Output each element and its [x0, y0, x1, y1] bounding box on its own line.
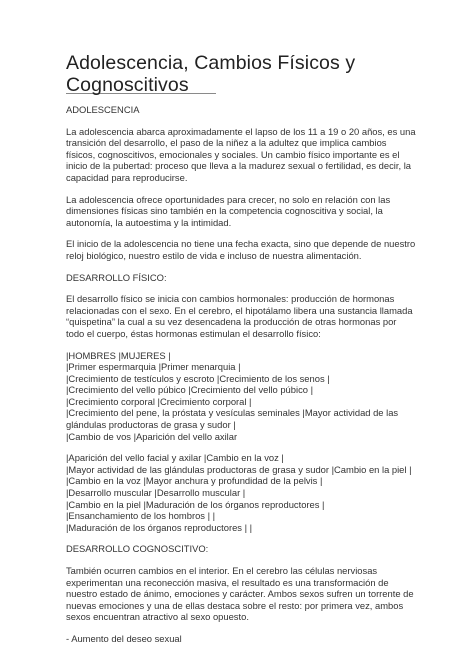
document-title — [66, 52, 416, 96]
title-line-2: Cognoscitivos — [66, 74, 189, 96]
paragraph: La adolescencia abarca aproximadamente el lapso de los 11 a 19 o 20 años, es una transición del desarrollo, el paso de la niñez a la adultez que implica cambios físicos, cognoscitivos, emocionales y sociales. Un cambio físico importante es el inicio de la pubertad: proceso que lleva a la madurez sexual o fertilidad, es decir, la capacidad para reproducirse. — [66, 125, 416, 183]
paragraph: El desarrollo físico se inicia con cambios hormonales: producción de hormonas relacionadas con el sexo. En el cerebro, el hipotálamo libera una sustancia llamada “quispetina” la cual a su vez desencadena la producción de otras hormonas por todo el cuerpo, éstas hormonas estimulan el desarrollo físico: — [66, 293, 413, 339]
table-row: |HOMBRES |MUJERES | — [66, 349, 171, 361]
table-row: |Crecimiento corporal |Crecimiento corporal | — [66, 395, 252, 407]
table-row: |Crecimiento del vello púbico |Crecimiento del vello púbico | — [66, 384, 314, 396]
paragraph: También ocurren cambios en el interior. En el cerebro las células nerviosas experimentan una reconección masiva, el resultado es una transformación de nuestro estado de ánimo, emociones y carácter. Ambos sexos sufren un torrente de nuevas emociones y una de ellas destaca sobre el resto: por primera vez, ambos sexos encuentran atractivo al sexo opuesto. — [66, 565, 414, 623]
section-heading-desarrollo-cognoscitivo: DESARROLLO COGNOSCITIVO: — [66, 543, 209, 555]
table-row: |Mayor actividad de las glándulas productoras de grasa y sudor |Cambio en la piel | — [66, 463, 412, 475]
changes-table-1 — [66, 350, 416, 443]
table-row: |Crecimiento del pene, la próstata y vesículas seminales |Mayor actividad de las glándulas productoras de grasa y sudor | — [66, 407, 399, 431]
paragraph: El inicio de la adolescencia no tiene una fecha exacta, sino que depende de nuestro reloj biológico, nuestro estilo de vida e incluso de nuestra alimentación. — [66, 238, 416, 261]
changes-table-2 — [66, 452, 416, 533]
table-row: |Maduración de los órganos reproductores | | — [66, 521, 253, 533]
section-heading-adolescencia: ADOLESCENCIA — [66, 104, 140, 115]
table-row: |Cambio en la voz |Mayor anchura y profundidad de la pelvis | — [66, 475, 323, 487]
section-heading-desarrollo-fisico: DESARROLLO FÍSICO: — [66, 271, 167, 283]
list-item: - Aumento del deseo sexual — [66, 632, 182, 644]
table-row: |Crecimiento de testículos y escroto |Crecimiento de los senos | — [66, 372, 330, 384]
table-row: |Aparición del vello facial y axilar |Cambio en la voz | — [66, 452, 284, 464]
paragraph: La adolescencia ofrece oportunidades para crecer, no solo en relación con las dimensiones físicas sino también en la competencia cognoscitiva y social, la autonomía, la autoestima y la intimidad. — [66, 193, 391, 228]
table-row: |Primer espermarquia |Primer menarquia | — [66, 361, 241, 373]
table-row: |Ensanchamiento de los hombros | | — [66, 510, 216, 522]
table-row: |Cambio en la piel |Maduración de los órganos reproductores | — [66, 498, 325, 510]
document-body — [66, 104, 416, 645]
title-line-1: Adolescencia, Cambios Físicos y — [66, 52, 356, 74]
table-row: |Desarrollo muscular |Desarrollo muscular | — [66, 487, 246, 499]
table-row: |Cambio de vos |Aparición del vello axilar — [66, 430, 238, 442]
